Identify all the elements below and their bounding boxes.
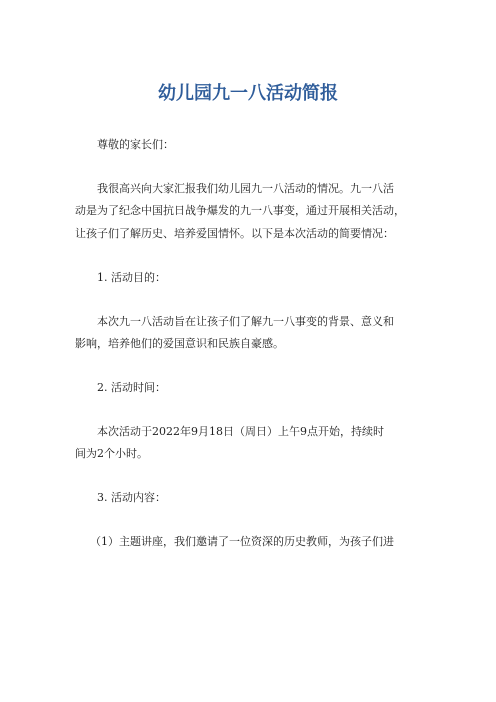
paragraph-line: 影响，培养他们的爱国意识和民族自豪感。 xyxy=(75,337,284,350)
paragraph-line: 让孩子们了解历史、培养爱国情怀。以下是本次活动的简要情况： xyxy=(75,227,394,240)
section-heading: 1. 活动目的： xyxy=(97,271,166,284)
paragraph-line: 本次九一八活动旨在让孩子们了解九一八事变的背景、意义和 xyxy=(97,315,394,328)
section-heading: 2. 活动时间： xyxy=(97,381,166,394)
salutation: 尊敬的家长们： xyxy=(97,138,174,151)
paragraph-line: （1）主题讲座，我们邀请了一位资深的历史教师，为孩子们进 xyxy=(90,535,394,548)
paragraph-line: 动是为了纪念中国抗日战争爆发的九一八事变，通过开展相关活动， xyxy=(75,204,405,217)
document-title: 幼儿园九一八活动简报 xyxy=(158,83,338,104)
section-heading: 3. 活动内容： xyxy=(97,491,166,504)
paragraph-line: 我很高兴向大家汇报我们幼儿园九一八活动的情况。九一八活 xyxy=(97,182,394,195)
paragraph-line: 间为2个小时。 xyxy=(75,447,148,460)
paragraph-line: 本次活动于2022年9月18日（周日）上午9点开始，持续时 xyxy=(97,425,384,438)
